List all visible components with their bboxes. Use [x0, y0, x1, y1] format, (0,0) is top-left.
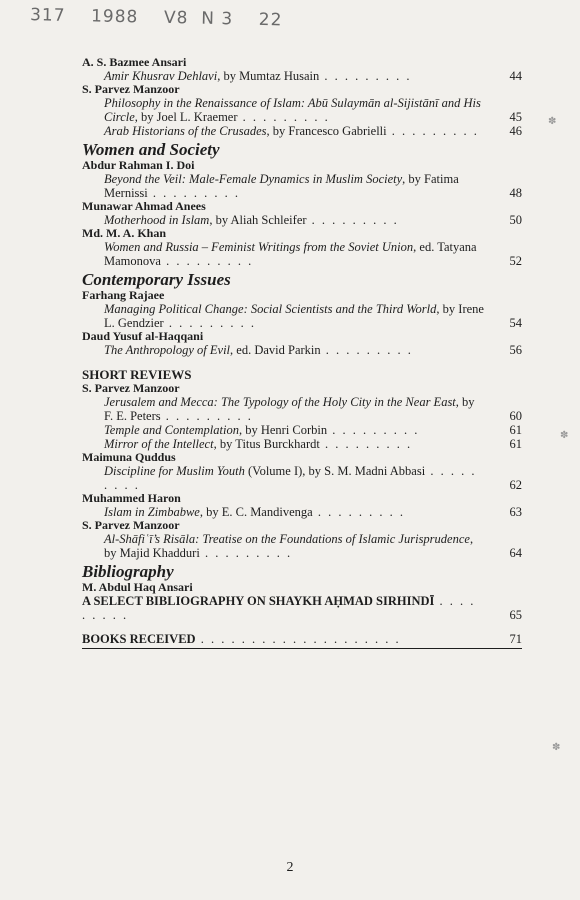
reviewer-name: Abdur Rahman I. Doi	[82, 158, 195, 172]
entry-title: The Anthropology of Evil	[104, 343, 231, 357]
toc-entry	[82, 172, 522, 200]
reviewer-name: A. S. Bazmee Ansari	[82, 55, 187, 69]
page-ref: 71	[509, 632, 522, 646]
section-heading: Women and Society	[82, 140, 220, 159]
entry-title: Islam in Zimbabwe	[104, 505, 200, 519]
handwritten-note: 317 1988 V8 N 3 22	[29, 5, 283, 31]
page-ref: 62	[509, 478, 522, 492]
reviewer-name: Farhang Rajaee	[82, 288, 165, 302]
entry-text	[82, 213, 484, 227]
entry-title: Beyond the Veil: Male-Female Dynamics in Muslim Society	[104, 172, 403, 186]
section-heading: Bibliography	[82, 562, 174, 581]
entry-title: Women and Russia – Feminist Writings from the Soviet Union	[104, 240, 414, 254]
paper-speck: ✽	[560, 430, 569, 441]
reviewer-name: Md. M. A. Khan	[82, 226, 167, 240]
toc-entry	[82, 124, 522, 138]
page-ref: 50	[509, 213, 522, 227]
toc-entry	[82, 594, 522, 622]
entry-credit: , by Joel L. Kraemer	[134, 110, 238, 124]
books-received-entry	[82, 632, 522, 646]
dot-leader: . . . . . . . . .	[327, 423, 420, 437]
books-received-label: BOOKS RECEIVED	[82, 632, 196, 646]
dot-leader: . . . . . . . . .	[312, 505, 405, 519]
entry-title: Mirror of the Intellect	[104, 437, 214, 451]
entry-text	[82, 395, 484, 423]
page-ref: 61	[509, 437, 522, 451]
dot-leader: . . . . . . . . .	[160, 409, 253, 423]
toc-entry	[82, 343, 522, 357]
section-heading: Contemporary Issues	[82, 270, 231, 289]
page-number: 2	[286, 860, 294, 875]
page-ref: 54	[509, 316, 522, 330]
paper-speck: ✽	[548, 116, 557, 127]
entry-credit: , by Majid Khadduri	[104, 532, 474, 560]
entry-text	[82, 240, 484, 268]
dot-leader: . . . . . . . . .	[386, 124, 479, 138]
dot-leader: . . . . . . . . .	[160, 254, 254, 268]
entry-text	[82, 302, 484, 330]
entry-text	[82, 505, 484, 519]
entry-text	[82, 437, 484, 451]
dot-leader: . . . . . . . . . . . . . . . . . . . .	[195, 632, 401, 646]
entry-text	[82, 172, 484, 200]
entry-title: Managing Political Change: Social Scientists and the Third World	[104, 302, 437, 316]
entry-credit: , by Henri Corbin	[238, 423, 328, 437]
page-ref: 46	[509, 124, 522, 138]
page-ref: 64	[509, 546, 522, 560]
entry-credit: , ed. David Parkin	[230, 343, 321, 357]
dot-leader: . . . . . . . . .	[82, 594, 476, 622]
entry-title: Jerusalem and Mecca: The Typology of the Holy City in the Near East	[104, 395, 456, 409]
toc-entry	[82, 69, 522, 83]
entry-title: Temple and Contemplation	[104, 423, 239, 437]
dot-leader: . . . . . . . . .	[163, 316, 256, 330]
page-ref: 44	[509, 69, 522, 83]
entry-title: Al-Shāfiʿī’s Risāla: Treatise on the Foundations of Islamic Jurisprudence	[104, 532, 470, 546]
entry-title: A SELECT BIBLIOGRAPHY ON SHAYKH AḤMAD SIRHINDĪ	[82, 594, 435, 608]
page-ref: 61	[509, 423, 522, 437]
reviewer-name: S. Parvez Manzoor	[82, 82, 180, 96]
page-ref: 60	[509, 409, 522, 423]
dot-leader: . . . . . . . . .	[199, 546, 293, 560]
toc-entry	[82, 423, 522, 437]
entry-text	[82, 124, 484, 138]
dot-leader: . . . . . . . . .	[319, 437, 413, 451]
paper-speck: ✽	[552, 742, 561, 753]
entry-title: Arab Historians of the Crusades	[104, 124, 267, 138]
toc-entry	[82, 302, 522, 330]
entry-credit: , by Irene L. Gendzier	[104, 302, 484, 330]
toc-entry	[82, 96, 522, 124]
entry-credit: (Volume I), by S. M. Madni Abbasi	[244, 464, 426, 478]
dot-leader: . . . . . . . . .	[237, 110, 330, 124]
entry-credit: , ed. Tatyana Mamonova	[104, 240, 477, 268]
entry-credit: , by Aliah Schleifer	[209, 213, 307, 227]
toc-entry	[82, 213, 522, 227]
entry-title: Discipline for Muslim Youth	[104, 464, 245, 478]
dot-leader: . . . . . . . . .	[306, 213, 399, 227]
page-ref: 65	[509, 608, 522, 622]
entry-text	[82, 96, 484, 124]
entry-credit: , by Francesco Gabrielli	[266, 124, 387, 138]
page-ref: 45	[509, 110, 522, 124]
reviewer-name: M. Abdul Haq Ansari	[82, 580, 193, 594]
entry-title: Philosophy in the Renaissance of Islam: Abū Sulaymān al-Sijistānī and His Circle	[104, 96, 481, 124]
reviewer-name: Munawar Ahmad Anees	[82, 199, 206, 213]
section-heading: SHORT REVIEWS	[82, 367, 192, 382]
reviewer-name: S. Parvez Manzoor	[82, 518, 180, 532]
table-of-contents	[82, 56, 522, 649]
entry-text	[82, 594, 484, 622]
entry-credit: , by F. E. Peters	[104, 395, 475, 423]
dot-leader: . . . . . . . . .	[104, 464, 477, 492]
entry-credit: , by Mumtaz Husain	[217, 69, 320, 83]
entry-text	[82, 532, 484, 560]
toc-entry	[82, 532, 522, 560]
entry-text	[82, 632, 484, 646]
reviewer-name: Maimuna Quddus	[82, 450, 176, 464]
page-ref: 52	[509, 254, 522, 268]
entry-text	[82, 423, 484, 437]
entry-credit: , by E. C. Mandivenga	[199, 505, 313, 519]
entry-title: Motherhood in Islam	[104, 213, 210, 227]
toc-entry	[82, 505, 522, 519]
toc-entry	[82, 240, 522, 268]
entry-title: Amir Khusrav Dehlavi	[104, 69, 218, 83]
toc-entry	[82, 395, 522, 423]
entry-text	[82, 69, 484, 83]
reviewer-name: Muhammed Haron	[82, 491, 181, 505]
entry-credit: , by Titus Burckhardt	[213, 437, 320, 451]
page-ref: 56	[509, 343, 522, 357]
dot-leader: . . . . . . . . .	[147, 186, 240, 200]
entry-text	[82, 464, 484, 492]
entry-credit: , by Fatima Mernissi	[104, 172, 459, 200]
dot-leader: . . . . . . . . .	[319, 69, 412, 83]
page-ref: 63	[509, 505, 522, 519]
toc-entry	[82, 437, 522, 451]
reviewer-name: Daud Yusuf al-Haqqani	[82, 329, 204, 343]
bottom-rule	[82, 648, 522, 649]
toc-entry	[82, 464, 522, 492]
page-ref: 48	[509, 186, 522, 200]
entry-text	[82, 343, 484, 357]
dot-leader: . . . . . . . . .	[320, 343, 413, 357]
reviewer-name: S. Parvez Manzoor	[82, 381, 180, 395]
